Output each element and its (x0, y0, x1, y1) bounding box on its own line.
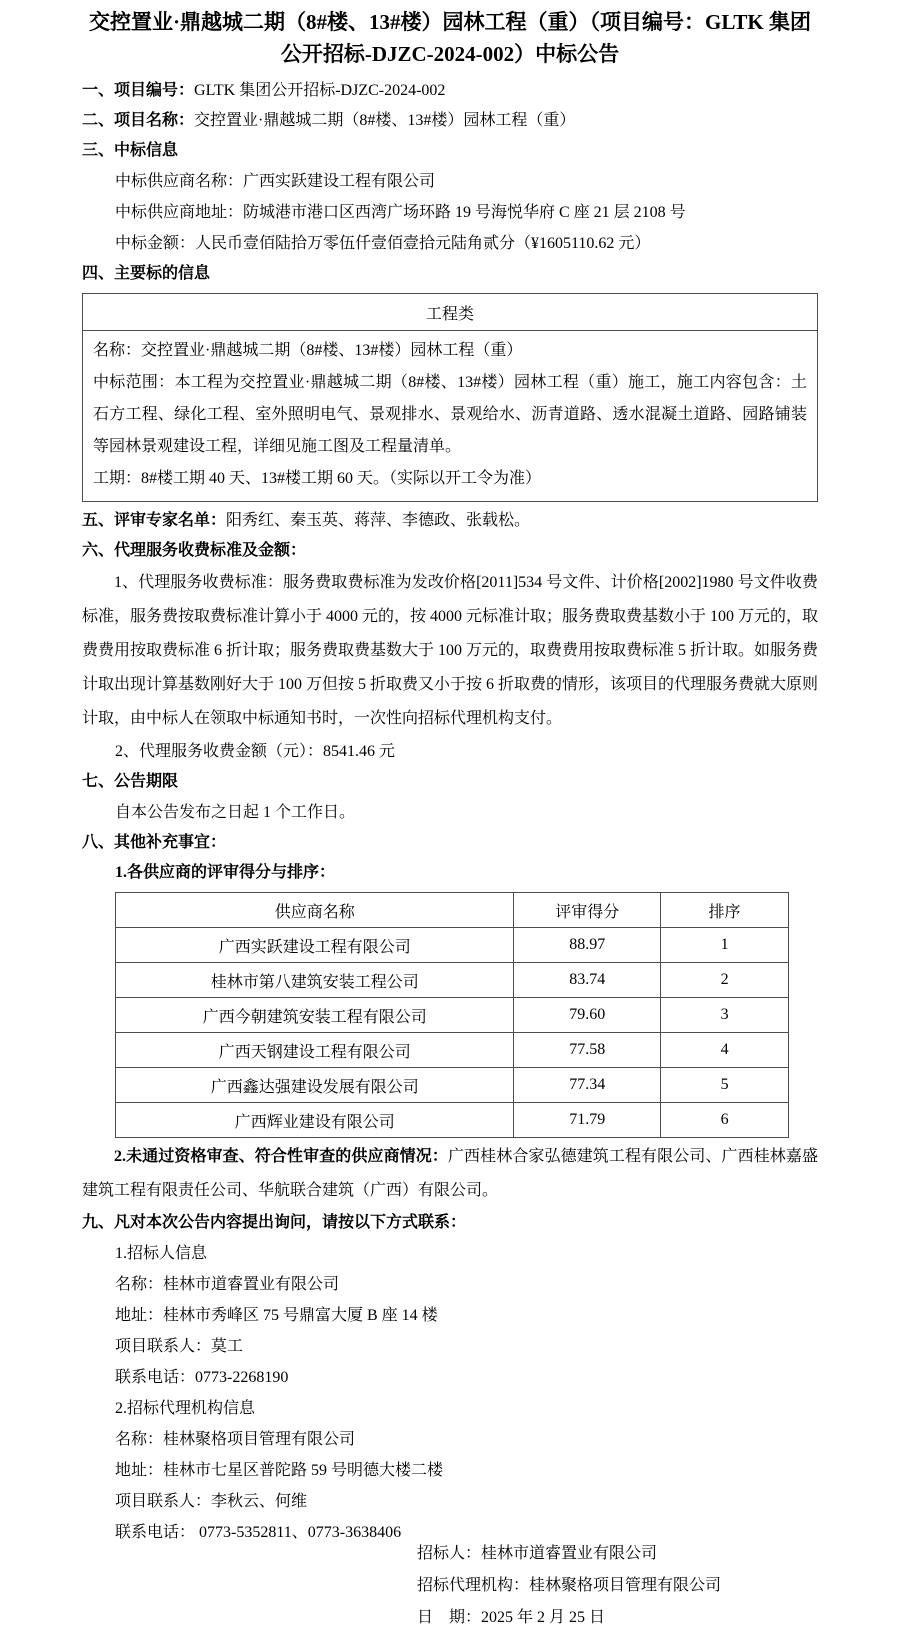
score-table (115, 892, 789, 1138)
project-name-value: 交控置业·鼎越城二期（8#楼、13#楼）园林工程（重） (194, 112, 576, 129)
supplier-name-cell: 广西辉业建设有限公司 (116, 1103, 514, 1138)
signoff-agency: 招标代理机构：桂林聚格项目管理有限公司 (417, 1577, 722, 1594)
supplier-name-cell: 广西天钢建设工程有限公司 (116, 1033, 514, 1068)
tenderer-info-subheading: 1.招标人信息 (115, 1245, 208, 1262)
section-project-number (82, 76, 818, 106)
score-cell: 77.34 (514, 1068, 661, 1103)
agency-address: 地址：桂林市七星区普陀路 59 号明德大楼二楼 (115, 1462, 444, 1479)
table-row (116, 998, 789, 1033)
section-experts-label: 五、评审专家名单： (82, 512, 227, 529)
supplier-name-cell: 广西今朝建筑安装工程有限公司 (116, 998, 514, 1033)
supplier-name-cell: 桂林市第八建筑安装工程公司 (116, 963, 514, 998)
supplier-name-header: 供应商名称 (116, 893, 514, 928)
award-supplier-address: 中标供应商地址：防城港市港口区西湾广场环路 19 号海悦华府 C 座 21 层 2108 号 (115, 204, 686, 221)
section-other-matters-heading: 八、其他补充事宜： (82, 834, 227, 851)
section-award-info-heading: 三、中标信息 (82, 142, 179, 159)
signoff-date: 日 期：2025 年 2 月 25 日 (417, 1609, 606, 1626)
tenderer-name: 名称：桂林市道睿置业有限公司 (115, 1276, 340, 1293)
supplier-name-cell: 广西鑫达强建设发展有限公司 (116, 1068, 514, 1103)
section-project-number-label: 一、项目编号： (82, 82, 195, 99)
table-row (116, 1033, 789, 1068)
agency-name: 名称：桂林聚格项目管理有限公司 (115, 1431, 356, 1448)
score-cell: 77.58 (514, 1033, 661, 1068)
signoff-tenderer: 招标人：桂林市道睿置业有限公司 (417, 1545, 658, 1562)
tenderer-address: 地址：桂林市秀峰区 75 号鼎富大厦 B 座 14 楼 (115, 1307, 438, 1324)
project-number-value: GLTK 集团公开招标-DJZC-2024-002 (194, 82, 446, 99)
page-title-line2: 公开招标-DJZC-2024-002）中标公告 (280, 42, 620, 66)
rank-cell: 2 (661, 963, 789, 998)
score-header: 评审得分 (514, 893, 661, 928)
tenderer-phone: 联系电话：0773-2268190 (115, 1369, 289, 1386)
subject-category-header: 工程类 (83, 294, 818, 331)
rejected-suppliers (82, 1140, 818, 1208)
score-cell: 88.97 (514, 928, 661, 963)
subject-name: 名称：交控置业·鼎越城二期（8#楼、13#楼）园林工程（重） (93, 342, 523, 359)
section-project-name (82, 106, 818, 136)
table-row (116, 928, 789, 963)
rank-cell: 1 (661, 928, 789, 963)
score-cell: 71.79 (514, 1103, 661, 1138)
rejected-suppliers-label: 2.未通过资格审查、符合性审查的供应商情况： (114, 1148, 448, 1165)
section-agency-fee-heading: 六、代理服务收费标准及金额： (82, 542, 307, 559)
award-amount: 中标金额：人民币壹佰陆拾万零伍仟壹佰壹拾元陆角贰分（¥1605110.62 元） (115, 235, 651, 252)
experts-list: 阳秀红、秦玉英、蒋萍、李德政、张载松。 (226, 512, 531, 529)
rank-cell: 5 (661, 1068, 789, 1103)
tenderer-contact-person: 项目联系人：莫工 (115, 1338, 244, 1355)
agency-fee-amount: 2、代理服务收费金额（元）：8541.46 元 (115, 743, 396, 760)
score-cell: 83.74 (514, 963, 661, 998)
subject-table-body-cell (83, 331, 818, 502)
rank-cell: 4 (661, 1033, 789, 1068)
subject-scope: 中标范围：本工程为交控置业·鼎越城二期（8#楼、13#楼）园林工程（重）施工，施工内容包含：土石方工程、绿化工程、室外照明电气、景观排水、景观给水、沥青道路、透水混凝土道路、园路铺装等园林景观建设工程，详细见施工图及工程量清单。 (93, 374, 807, 455)
agency-contact-person: 项目联系人：李秋云、何维 (115, 1493, 308, 1510)
score-ranking-subheading: 1.各供应商的评审得分与排序： (115, 864, 336, 881)
award-supplier-name: 中标供应商名称：广西实跃建设工程有限公司 (115, 173, 436, 190)
agency-phone: 联系电话： 0773-5352811、0773-3638406 (115, 1524, 402, 1541)
score-cell: 79.60 (514, 998, 661, 1033)
subject-info-table (82, 293, 818, 502)
rank-cell: 6 (661, 1103, 789, 1138)
supplier-name-cell: 广西实跃建设工程有限公司 (116, 928, 514, 963)
subject-table-body-row (83, 331, 818, 502)
table-row (116, 963, 789, 998)
table-row (116, 1068, 789, 1103)
rejected-suppliers-value: 广西桂林合家弘德建筑工程有限公司、广西桂林嘉盛建筑工程有限责任公司、华航联合建筑（广西）有限公司。 (82, 1148, 818, 1199)
agency-fee-standard: 1、代理服务收费标准：服务费取费标准为发改价格[2011]534 号文件、计价格[2002]1980 号文件收费标准，服务费按取费标准计算小于 4000 元的，按 4000 元标准计取；服务费取费基数小于 100 万元的，取费费用按取费标准 6 折计取；服务费取费基数大于 100 万元的，取费费用按取费标准 5 折计取。如服务费计取出现计算基数刚好大于 100 万但按 5 折取费又小于按 6 折取费的情形，该项目的代理服务费就大原则计取，由中标人在领取中标通知书时，一次性向招标代理机构支付。 (82, 574, 819, 727)
section-subject-info-heading: 四、主要标的信息 (82, 265, 211, 282)
rank-header: 排序 (661, 893, 789, 928)
section-contact-heading: 九、凡对本次公告内容提出询问，请按以下方式联系： (82, 1214, 467, 1231)
page-title (82, 6, 818, 70)
subject-duration: 工期：8#楼工期 40 天、13#楼工期 60 天。（实际以开工令为准） (93, 470, 542, 487)
agency-info-subheading: 2.招标代理机构信息 (115, 1400, 256, 1417)
notice-period-value: 自本公告发布之日起 1 个工作日。 (115, 804, 356, 821)
section-project-name-label: 二、项目名称： (82, 112, 195, 129)
score-table-body (116, 928, 789, 1138)
score-table-header-row (116, 893, 789, 928)
rank-cell: 3 (661, 998, 789, 1033)
page-title-line1: 交控置业·鼎越城二期（8#楼、13#楼）园林工程（重）（项目编号：GLTK 集团 (88, 10, 811, 34)
section-experts (82, 506, 818, 536)
subject-table-header-row (83, 294, 818, 331)
signoff-block (417, 1538, 721, 1634)
section-notice-period-heading: 七、公告期限 (82, 773, 179, 790)
table-row (116, 1103, 789, 1138)
